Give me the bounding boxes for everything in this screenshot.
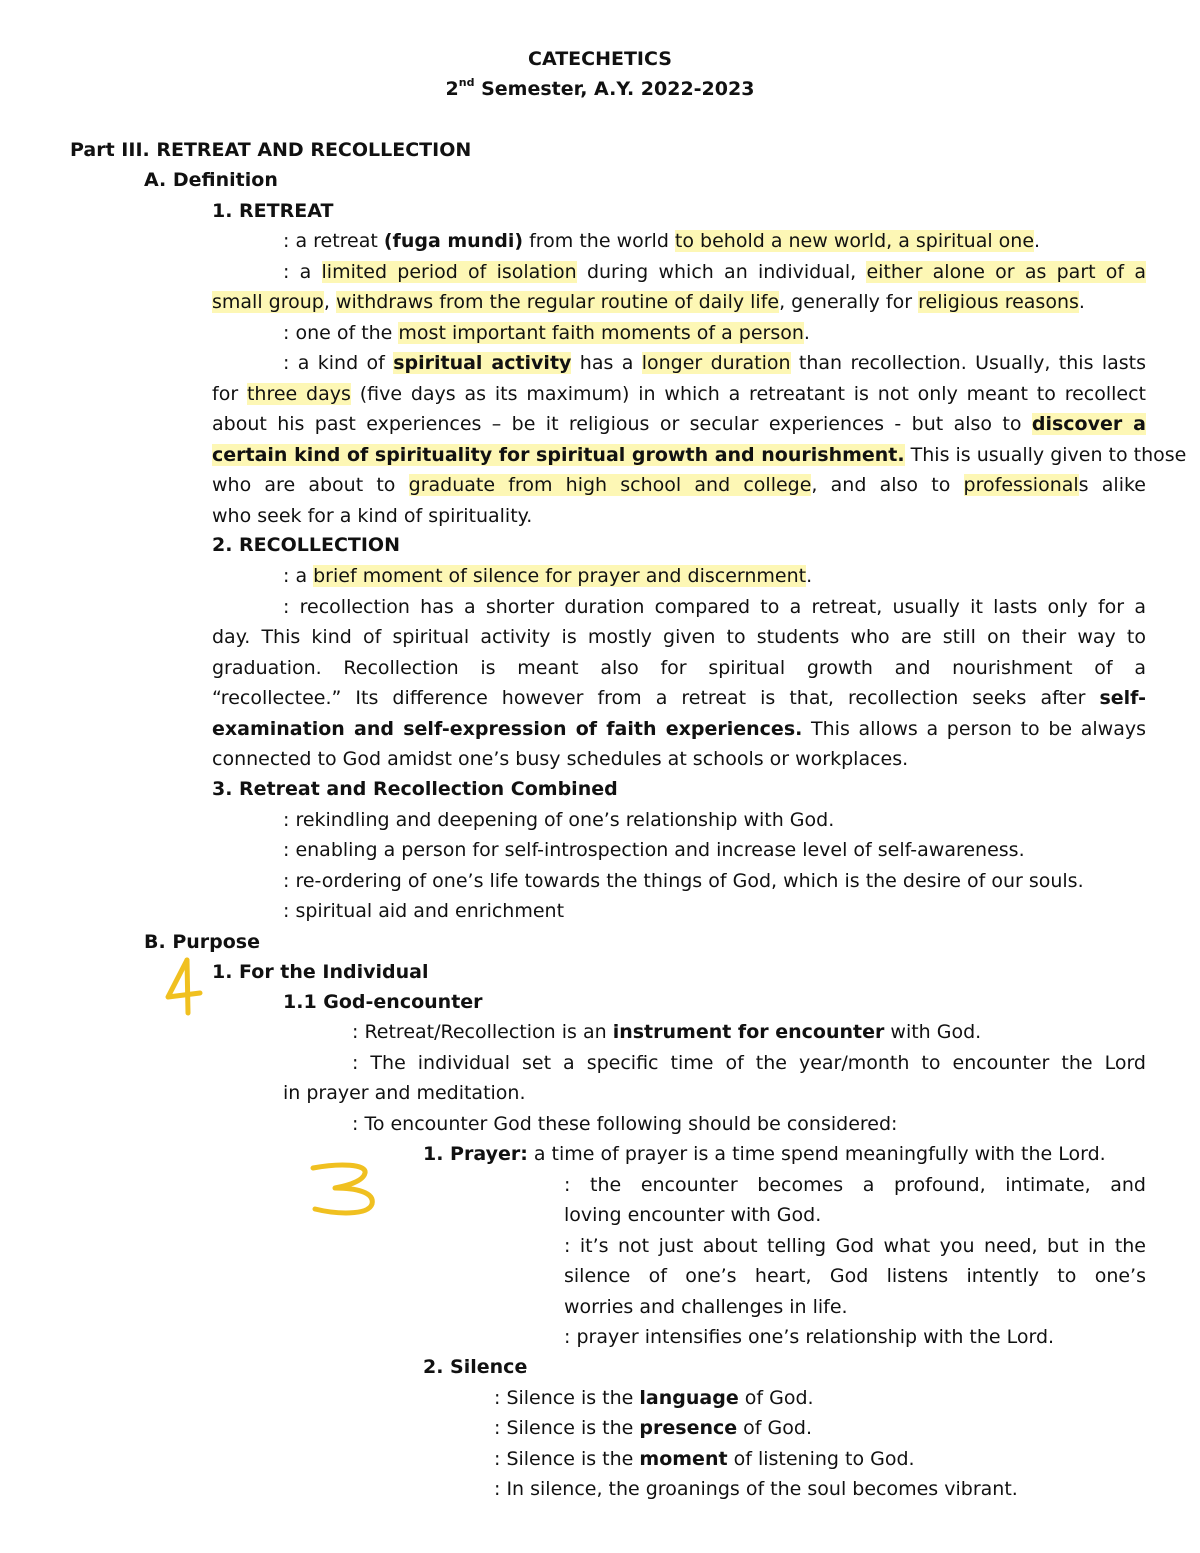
bold-text: self- — [1099, 687, 1146, 709]
text-line-44 — [494, 1474, 1018, 1504]
text-segment: : prayer intensifies one’s relationship with the Lord. — [564, 1326, 1055, 1348]
text-line-38 — [564, 1292, 848, 1322]
document-subtitle — [0, 74, 1200, 104]
text-segment: : spiritual aid and enrichment — [283, 900, 565, 922]
highlighted-text: discover a — [1031, 413, 1146, 435]
bold-text: moment — [639, 1448, 728, 1470]
subtitle-rest: Semester, A.Y. 2022-2023 — [474, 78, 755, 100]
text-line-23 — [283, 835, 1025, 865]
bold-text: 1. RETREAT — [212, 200, 334, 222]
text-segment: : enabling a person for self-introspection and increase level of self-awareness. — [283, 839, 1025, 861]
text-segment: for — [212, 383, 247, 405]
text-segment: : the encounter becomes a profound, intimate, and — [564, 1174, 1146, 1196]
text-line-39 — [564, 1322, 1054, 1352]
document-title: CATECHETICS — [528, 48, 672, 70]
text-line-21 — [212, 774, 618, 804]
text-segment: : The individual set a specific time of the year/month to encounter the Lord — [352, 1052, 1146, 1074]
text-segment: , and also to — [811, 474, 964, 496]
text-segment: . — [1078, 291, 1085, 313]
text-line-36 — [564, 1231, 1146, 1261]
highlighted-text: longer duration — [641, 352, 791, 374]
text-segment: s alike — [1078, 474, 1146, 496]
text-line-35 — [564, 1200, 821, 1230]
text-segment: : Silence is the — [494, 1448, 640, 1470]
text-segment: who seek for a kind of spirituality. — [212, 505, 533, 527]
text-line-8 — [212, 379, 1146, 409]
highlighted-text: most important faith moments of a person — [398, 322, 804, 344]
bold-text: 1. For the Individual — [212, 961, 429, 983]
subtitle-ordinal-suffix: nd — [458, 75, 475, 89]
text-line-31 — [283, 1078, 526, 1108]
text-segment: : To encounter God these following should be considered: — [352, 1113, 898, 1135]
bold-text: language — [639, 1387, 739, 1409]
text-line-19 — [212, 714, 1146, 744]
highlighted-text: limited period of isolation — [321, 261, 577, 283]
bold-text: 2. Silence — [423, 1356, 528, 1378]
text-line-32 — [352, 1109, 897, 1139]
text-segment: loving encounter with God. — [564, 1204, 822, 1226]
bold-text: B. Purpose — [144, 931, 260, 953]
text-line-16 — [212, 622, 1146, 652]
handwritten-mark-4 — [160, 955, 210, 1020]
text-line-13 — [212, 530, 400, 560]
text-segment: than recollection. Usually, this lasts — [790, 352, 1146, 374]
text-segment: : recollection has a shorter duration compared to a retreat, usually it lasts only for a — [283, 596, 1146, 618]
text-line-2 — [212, 196, 333, 226]
text-segment: about his past experiences – be it religious or secular experiences - but also to — [212, 413, 1032, 435]
highlighted-text: spiritual activity — [393, 352, 572, 374]
text-line-40 — [423, 1352, 527, 1382]
text-line-5 — [212, 287, 1085, 317]
bold-text: A. Definition — [144, 169, 278, 191]
text-line-22 — [283, 805, 834, 835]
text-segment: : re-ordering of one’s life towards the things of God, which is the desire of our souls. — [283, 870, 1084, 892]
text-segment: from the world — [523, 230, 675, 252]
text-line-9 — [212, 409, 1146, 439]
text-line-0 — [70, 135, 471, 165]
bold-text: 1.1 God-encounter — [283, 991, 483, 1013]
highlighted-text: to behold a new world, a spiritual one — [674, 230, 1035, 252]
bold-text: 3. Retreat and Recollection Combined — [212, 778, 618, 800]
text-line-42 — [494, 1413, 812, 1443]
highlighted-text: either alone or as part of a — [866, 261, 1146, 283]
text-line-33 — [423, 1139, 1106, 1169]
text-line-37 — [564, 1261, 1146, 1291]
text-segment: graduation. Recollection is meant also for spiritual growth and nourishment of a — [212, 657, 1146, 679]
highlighted-text: graduate from high school and college — [408, 474, 812, 496]
highlighted-text: withdraws from the regular routine of daily life — [335, 291, 780, 313]
text-segment: . — [1034, 230, 1041, 252]
text-segment: day. This kind of spiritual activity is mostly given to students who are still on their way to — [212, 626, 1146, 648]
text-line-15 — [283, 592, 1146, 622]
handwritten-mark-3 — [305, 1160, 385, 1220]
text-segment: silence of one’s heart, God listens intently to one’s — [564, 1265, 1146, 1287]
text-segment: of God. — [737, 1417, 812, 1439]
highlighted-text: brief moment of silence for prayer and discernment — [313, 565, 807, 587]
highlighted-text: three days — [246, 383, 351, 405]
text-line-29 — [352, 1017, 981, 1047]
highlighted-text: religious reasons — [918, 291, 1079, 313]
text-line-1 — [144, 165, 278, 195]
text-line-10 — [212, 440, 1187, 470]
text-line-28 — [283, 987, 483, 1017]
bold-text: 2. RECOLLECTION — [212, 534, 400, 556]
text-segment: : a kind of — [283, 352, 394, 374]
text-segment: This is usually given to those — [904, 444, 1187, 466]
text-segment: : one of the — [283, 322, 399, 344]
bold-text: Part III. RETREAT AND RECOLLECTION — [70, 139, 472, 161]
text-segment: : In silence, the groanings of the soul becomes vibrant. — [494, 1478, 1018, 1500]
text-segment: with God. — [884, 1021, 982, 1043]
text-segment: worries and challenges in life. — [564, 1296, 848, 1318]
text-segment: This allows a person to be always — [802, 718, 1146, 740]
text-line-27 — [212, 957, 428, 987]
highlighted-text: professional — [963, 474, 1079, 496]
text-segment: : a retreat — [283, 230, 384, 252]
text-line-24 — [283, 866, 1084, 896]
bold-text: instrument for encounter — [612, 1021, 885, 1043]
text-segment: : a — [283, 261, 322, 283]
bold-text: 1. Prayer: — [423, 1143, 528, 1165]
text-segment: during which an individual, — [576, 261, 867, 283]
text-segment: : it’s not just about telling God what you need, but in the — [564, 1235, 1146, 1257]
text-line-11 — [212, 470, 1146, 500]
text-line-20 — [212, 744, 908, 774]
text-line-6 — [283, 318, 810, 348]
text-line-18 — [212, 683, 1146, 713]
text-segment: , generally for — [779, 291, 919, 313]
text-line-17 — [212, 653, 1146, 683]
text-line-14 — [283, 561, 812, 591]
text-segment: has a — [571, 352, 642, 374]
text-segment: , — [323, 291, 336, 313]
highlighted-text: small group — [212, 291, 324, 313]
text-line-41 — [494, 1383, 814, 1413]
text-segment: a time of prayer is a time spend meaningfully with the Lord. — [527, 1143, 1106, 1165]
text-line-43 — [494, 1444, 915, 1474]
bold-text: examination and self-expression of faith experiences. — [212, 718, 803, 740]
text-line-34 — [564, 1170, 1146, 1200]
text-segment: : Retreat/Recollection is an — [352, 1021, 613, 1043]
text-segment: . — [803, 322, 810, 344]
text-segment: : a — [283, 565, 314, 587]
subtitle-ordinal: 2 — [445, 78, 459, 100]
text-segment: : Silence is the — [494, 1387, 640, 1409]
text-segment: : Silence is the — [494, 1417, 640, 1439]
text-segment: . — [806, 565, 813, 587]
text-segment: of God. — [738, 1387, 814, 1409]
text-segment: connected to God amidst one’s busy schedules at schools or workplaces. — [212, 748, 909, 770]
text-line-7 — [283, 348, 1146, 378]
text-segment: “recollectee.” Its difference however from a retreat is that, recollection seeks after — [212, 687, 1100, 709]
text-line-25 — [283, 896, 564, 926]
text-line-30 — [352, 1048, 1146, 1078]
bold-text: presence — [639, 1417, 738, 1439]
text-segment: of listening to God. — [727, 1448, 915, 1470]
highlighted-text: certain kind of spirituality for spiritual growth and nourishment. — [212, 444, 905, 466]
text-line-3 — [283, 226, 1040, 256]
text-segment: : rekindling and deepening of one’s relationship with God. — [283, 809, 835, 831]
text-line-4 — [283, 257, 1146, 287]
text-line-12 — [212, 501, 532, 531]
text-segment: (five days as its maximum) in which a retreatant is not only meant to recollect — [350, 383, 1146, 405]
bold-text: (fuga mundi) — [383, 230, 524, 252]
text-line-26 — [144, 927, 260, 957]
text-segment: in prayer and meditation. — [283, 1082, 526, 1104]
text-segment: who are about to — [212, 474, 409, 496]
